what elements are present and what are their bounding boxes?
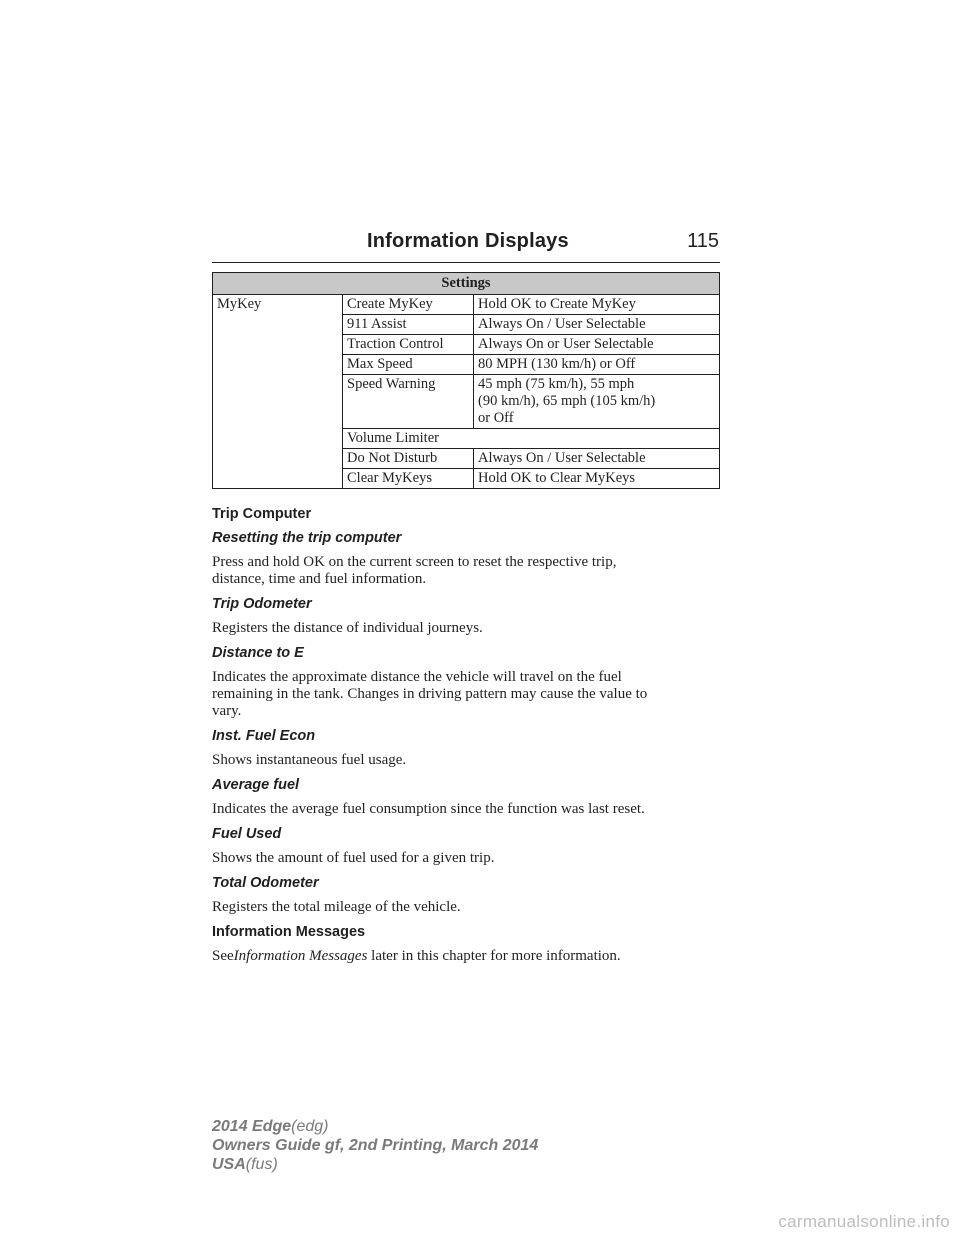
subheading-inst-fuel-econ: Inst. Fuel Econ	[212, 728, 316, 744]
page-header	[212, 226, 720, 263]
text-prefix: See	[212, 948, 234, 964]
option-cell: Max Speed	[343, 355, 474, 375]
subheading-distance-to-e: Distance to E	[212, 645, 304, 661]
option-cell: Traction Control	[343, 335, 474, 355]
subheading-trip-odometer: Trip Odometer	[212, 596, 312, 612]
text-line: Indicates the average fuel consumption since the function was last reset.	[212, 801, 645, 817]
footer-line-model	[212, 1117, 538, 1136]
value-cell: Always On / User Selectable	[474, 315, 720, 335]
footer-model-code: (edg)	[291, 1118, 329, 1135]
text-line: distance, time and fuel information.	[212, 571, 427, 587]
value-line: 45 mph (75 km/h), 55 mph	[478, 376, 635, 392]
settings-table	[212, 272, 720, 489]
paragraph	[212, 752, 720, 769]
text-line: Registers the distance of individual journeys.	[212, 620, 483, 636]
value-cell: Hold OK to Create MyKey	[474, 295, 720, 315]
footer-guide: Owners Guide gf, 2nd Printing, March 2014	[212, 1137, 539, 1154]
section-heading-information-messages: Information Messages	[212, 924, 366, 940]
group-label: MyKey	[213, 295, 343, 489]
text-line: vary.	[212, 703, 242, 719]
table-header-row	[213, 273, 720, 295]
section-heading-trip-computer: Trip Computer	[212, 506, 312, 522]
table-title: Settings	[213, 273, 720, 295]
option-cell: Speed Warning	[343, 375, 474, 429]
subheading-average-fuel: Average fuel	[212, 777, 300, 793]
paragraph	[212, 899, 720, 916]
subheading-fuel-used: Fuel Used	[212, 826, 282, 842]
watermark: carmanualsonline.info	[778, 1212, 950, 1231]
text-line: Shows instantaneous fuel usage.	[212, 752, 407, 768]
text-line: remaining in the tank. Changes in driving pattern may cause the value to	[212, 686, 648, 702]
text-line: Indicates the approximate distance the vehicle will travel on the fuel	[212, 669, 622, 685]
paragraph	[212, 620, 720, 637]
value-cell: Always On / User Selectable	[474, 449, 720, 469]
value-line: (90 km/h), 65 mph (105 km/h)	[478, 393, 656, 409]
value-cell	[474, 375, 720, 429]
footer-market-code: (fus)	[245, 1156, 278, 1173]
footer-model: 2014 Edge	[212, 1118, 292, 1135]
value-cell: 80 MPH (130 km/h) or Off	[474, 355, 720, 375]
text-line: Registers the total mileage of the vehicle.	[212, 899, 461, 915]
text-suffix: later in this chapter for more information.	[371, 948, 621, 964]
footer-line-market	[212, 1155, 538, 1174]
option-cell: Clear MyKeys	[343, 469, 474, 489]
table-row	[213, 295, 720, 315]
paragraph	[212, 554, 720, 588]
option-cell: Do Not Disturb	[343, 449, 474, 469]
option-cell: 911 Assist	[343, 315, 474, 335]
page-footer	[212, 1117, 538, 1174]
option-cell: Create MyKey	[343, 295, 474, 315]
footer-line-guide	[212, 1136, 538, 1155]
cross-reference-link[interactable]: Information Messages	[233, 948, 368, 964]
page-number: 115	[687, 230, 719, 252]
value-line: or Off	[478, 410, 514, 426]
body-text	[212, 506, 720, 973]
footer-market: USA	[212, 1156, 246, 1173]
subheading-resetting: Resetting the trip computer	[212, 530, 402, 546]
page-title: Information Displays	[367, 230, 569, 252]
option-cell: Volume Limiter	[343, 429, 720, 449]
text-line: Shows the amount of fuel used for a given trip.	[212, 850, 495, 866]
paragraph	[212, 801, 720, 818]
subheading-total-odometer: Total Odometer	[212, 875, 319, 891]
paragraph	[212, 948, 720, 965]
text-line: Press and hold OK on the current screen to reset the respective trip,	[212, 554, 617, 570]
value-cell: Always On or User Selectable	[474, 335, 720, 355]
value-cell: Hold OK to Clear MyKeys	[474, 469, 720, 489]
paragraph	[212, 850, 720, 867]
paragraph	[212, 669, 720, 720]
